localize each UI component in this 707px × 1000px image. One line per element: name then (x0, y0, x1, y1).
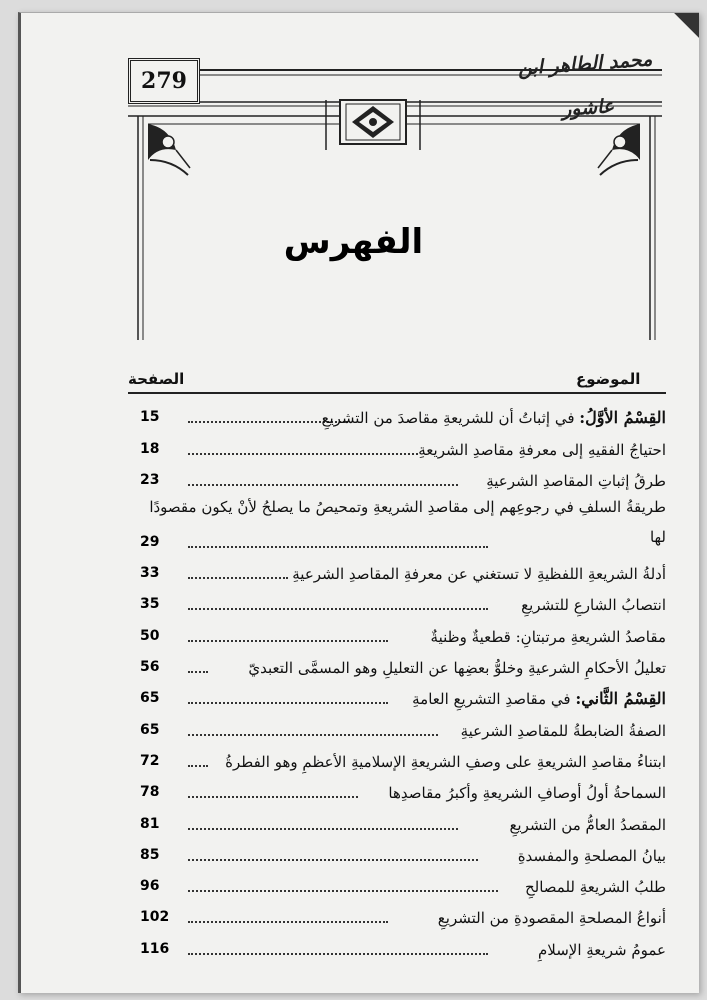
toc-entry[interactable] (128, 587, 666, 618)
toc-entry[interactable] (128, 869, 666, 900)
right-corner-ornament (598, 124, 640, 175)
toc-entry[interactable] (128, 712, 666, 743)
toc-entry[interactable] (128, 494, 666, 556)
toc-entry[interactable] (128, 806, 666, 837)
dot-leader (188, 577, 288, 579)
toc-entry-title: السماحةُ أولُ أوصافِ الشريعةِ وأكبرُ مقاصدِها (388, 784, 666, 803)
dot-leader (188, 608, 488, 610)
toc-page-number: 50 (140, 627, 160, 644)
header-rule (128, 392, 666, 394)
dot-leader (188, 828, 458, 830)
toc-entry[interactable] (128, 838, 666, 869)
toc-page-number: 56 (140, 659, 160, 676)
toc-entry[interactable] (128, 618, 666, 649)
toc-entry-title: في إثباتُ أن للشريعةِ مقاصدَ من التشريعِ (321, 409, 580, 428)
dot-leader (188, 890, 498, 892)
page-title: الفهرس (283, 222, 424, 262)
toc-entry-title: احتياجُ الفقيهِ إلى معرفةِ مقاصدِ الشريعةِ (418, 440, 666, 459)
dot-leader (188, 921, 388, 923)
toc-entry[interactable] (128, 431, 666, 462)
toc-page-number: 29 (140, 533, 160, 550)
toc-page-number: 33 (140, 565, 160, 582)
table-of-contents (128, 400, 666, 963)
section-lead: القِسْمُ الأوَّلُ: (579, 408, 666, 428)
toc-page-number: 65 (140, 690, 160, 707)
toc-entry[interactable] (128, 931, 666, 962)
toc-entry-text (412, 689, 666, 708)
toc-page-number: 81 (140, 815, 160, 832)
toc-entry[interactable] (128, 900, 666, 931)
toc-entry-title: ابتناءُ مقاصدِ الشريعةِ على وصفِ الشريعةِ الإسلاميةِ الأعظمِ وهو الفطرةُ (225, 752, 666, 771)
toc-entry-title: انتصابُ الشارعِ للتشريعِ (521, 596, 666, 615)
column-header-page: الصفحة (128, 370, 185, 388)
toc-page-number: 23 (140, 471, 160, 488)
toc-entry-title: طلبُ الشريعةِ للمصالحِ (524, 878, 666, 897)
author-signature: محمد الطاهر ابن عاشور (517, 48, 653, 121)
toc-entry-title: تعليلُ الأحكامِ الشرعيةِ وخلوُّ بعضِها عن التعليلِ وهو المسمَّى التعبديّ (248, 659, 666, 678)
dot-leader (188, 640, 388, 642)
toc-entry-text (321, 408, 666, 427)
toc-entry-title: أنواعُ المصلحةِ المقصودةِ من التشريعِ (437, 909, 666, 928)
toc-entry-title: طرقُ إثباتِ المقاصدِ الشرعيةِ (486, 471, 666, 490)
toc-entry-title: طريقةُ السلفِ في رجوعِهم إلى مقاصدِ الشريعةِ وتمحيصُ ما يصلحُ لأنْ يكون مقصودًا لها (149, 497, 666, 546)
dot-leader (188, 796, 358, 798)
toc-entry-title: مقاصدُ الشريعةِ مرتبتانِ: قطعيةٌ وظنيةٌ (430, 627, 666, 646)
toc-entry[interactable] (128, 556, 666, 587)
toc-entry-title: المقصدُ العامُّ من التشريعِ (509, 815, 666, 834)
dot-leader (188, 671, 208, 673)
column-header-topic: الموضوع (576, 370, 641, 388)
toc-page-number: 72 (140, 752, 160, 769)
toc-page-number: 102 (140, 909, 170, 926)
toc-entry[interactable] (128, 400, 666, 431)
dot-leader (188, 734, 438, 736)
toc-entry-title: بيانُ المصلحةِ والمفسدةِ (517, 846, 666, 865)
toc-entry[interactable] (128, 744, 666, 775)
toc-entry[interactable] (128, 681, 666, 712)
dot-leader (188, 484, 458, 486)
left-corner-ornament (148, 124, 190, 175)
dot-leader (188, 702, 388, 704)
toc-entry-title: عمومُ شريعةِ الإسلامِ (537, 940, 666, 959)
toc-entry-title: الصفةُ الضابطةُ للمقاصدِ الشرعيةِ (460, 721, 666, 740)
section-lead: القِسْمُ الثَّاني: (575, 689, 666, 709)
toc-page-number: 78 (140, 784, 160, 801)
dot-leader (188, 453, 418, 455)
toc-entry-title: في مقاصدِ التشريعِ العامةِ (412, 690, 576, 709)
dot-leader (188, 953, 488, 955)
toc-page-number: 18 (140, 440, 160, 457)
toc-page-number: 85 (140, 846, 160, 863)
toc-entry[interactable] (128, 650, 666, 681)
toc-page-number: 35 (140, 596, 160, 613)
toc-page-number: 65 (140, 721, 160, 738)
central-medallion-ornament (326, 100, 420, 150)
page-number: 279 (128, 58, 200, 104)
toc-page-number: 116 (140, 940, 170, 957)
toc-page-number: 15 (140, 409, 160, 426)
toc-entry[interactable] (128, 775, 666, 806)
dot-leader (188, 859, 478, 861)
toc-page-number: 96 (140, 878, 160, 895)
toc-entry[interactable] (128, 463, 666, 494)
toc-entry-title: أدلةُ الشريعةِ اللفظيةِ لا تستغني عن معرفةِ المقاصدِ الشرعيةِ (292, 565, 666, 584)
dot-leader (188, 765, 208, 767)
